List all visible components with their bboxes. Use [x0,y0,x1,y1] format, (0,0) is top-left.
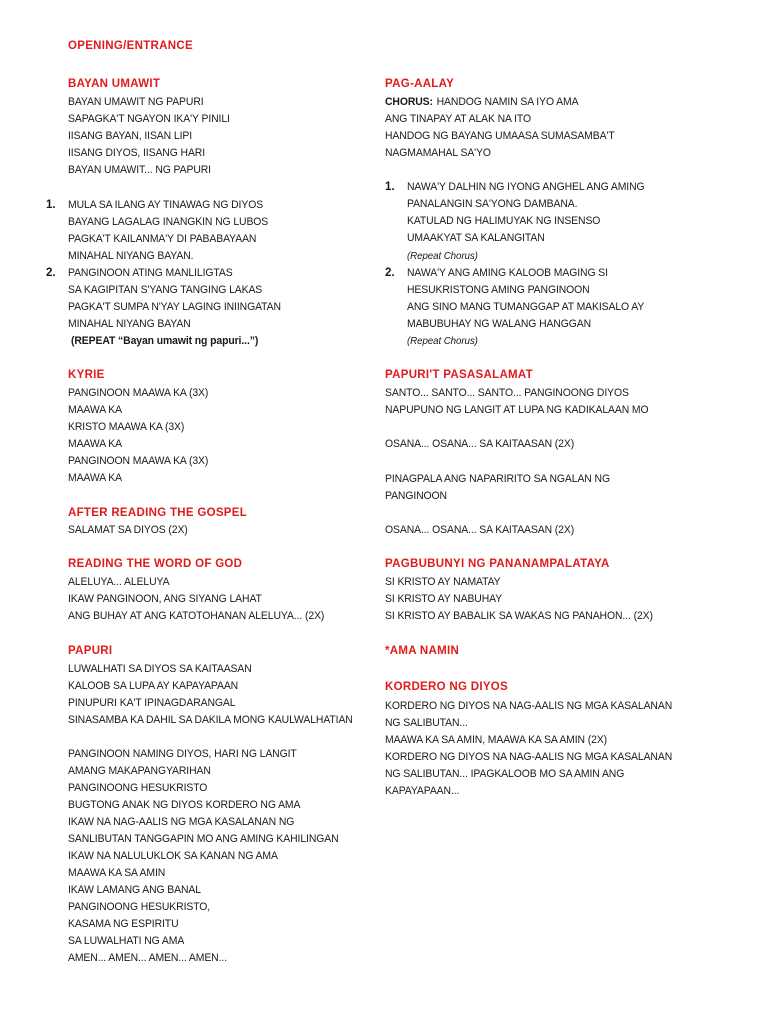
lyric-line: HANDOG NG BAYANG UMAASA SUMASAMBA'T [385,130,615,142]
lyric-line: SALAMAT SA DIYOS (2X) [68,524,188,536]
lyric-line: MINAHAL NIYANG BAYAN. [68,250,194,262]
repeat-note: (REPEAT “Bayan umawit ng papuri...”) [71,335,259,347]
lyric-line: NAGMAMAHAL SA'YO [385,147,491,159]
kordero-heading: KORDERO NG DIYOS [385,681,509,693]
bayan-umawit-heading: BAYAN UMAWIT [68,78,161,90]
pagaalay-heading: PAG-AALAY [385,78,455,90]
lyric-line: PINAGPALA ANG NAPARIRITO SA NGALAN NG [385,473,610,485]
lyric-line: NAPUPUNO NG LANGIT AT LUPA NG KADIKALAAN MO [385,404,649,416]
verse-number: 1. [46,199,56,211]
lyric-line: ANG TINAPAY AT ALAK NA ITO [385,113,532,125]
lyric-line: SI KRISTO AY NAMATAY [385,576,501,588]
lyric-line: HESUKRISTONG AMING PANGINOON [407,284,590,296]
lyric-line: PANGINOON NAMING DIYOS, HARI NG LANGIT [68,748,297,760]
lyric-line: MULA SA ILANG AY TINAWAG NG DIYOS [68,199,264,211]
lyric-line: ANG SINO MANG TUMANGGAP AT MAKISALO AY [407,301,645,313]
lyric-line: BAYANG LAGALAG INANGKIN NG LUBOS [68,216,269,228]
lyric-line: KAPAYAPAAN... [385,785,460,797]
lyric-line: MAAWA KA [68,438,122,450]
lyric-line: SAPAGKA'T NGAYON IKA'Y PINILI [68,113,230,125]
lyric-line: NG SALIBUTAN... IPAGKALOOB MO SA AMIN ANG [385,768,625,780]
verse-number: 2. [385,267,395,279]
lyric-line: NAWA'Y ANG AMING KALOOB MAGING SI [407,267,608,279]
lyric-line: BAYAN UMAWIT... NG PAPURI [68,164,211,176]
lyric-line: PAGKA'T SUMPA N'YAY LAGING INIINGATAN [68,301,281,313]
lyric-line: AMANG MAKAPANGYARIHAN [68,765,211,777]
lyric-line: MAAWA KA [68,472,122,484]
papurit-heading: PAPURI'T PASASALAMAT [385,369,534,381]
lyric-line: PANGINOON ATING MANLILIGTAS [68,267,233,279]
lyric-line: IKAW PANGINOON, ANG SIYANG LAHAT [68,593,262,605]
lyric-line: KORDERO NG DIYOS NA NAG-AALIS NG MGA KASALANAN [385,751,673,763]
lyric-line: PAGKA'T KAILANMA'Y DI PABABAYAAN [68,233,257,245]
lyric-line: PANGINOON [385,490,447,502]
lyric-line: IKAW NA NALULUKLOK SA KANAN NG AMA [68,850,278,862]
lyric-line: OSANA... OSANA... SA KAITAASAN (2X) [385,438,575,450]
chorus-line [385,96,578,108]
lyric-line: NAWA'Y DALHIN NG IYONG ANGHEL ANG AMING [407,181,645,193]
lyric-line: PANGINOONG HESUKRISTO, [68,901,211,913]
lyric-line: NG SALIBUTAN... [385,717,468,729]
lyric-line: KRISTO MAAWA KA (3X) [68,421,185,433]
lyric-line: PANGINOONG HESUKRISTO [68,782,208,794]
lyric-line: KORDERO NG DIYOS NA NAG-AALIS NG MGA KASALANAN [385,700,673,712]
lyric-line: LUWALHATI SA DIYOS SA KAITAASAN [68,663,252,675]
lyric-line: MAAWA KA [68,404,122,416]
papuri-heading: PAPURI [68,645,113,657]
lyric-line: SANTO... SANTO... SANTO... PANGINOONG DIYOS [385,387,629,399]
lyric-line: IISANG DIYOS, IISANG HARI [68,147,206,159]
verse-number: 1. [385,181,395,193]
lyric-line: PINUPURI KA'T IPINAGDARANGAL [68,697,236,709]
lyric-line: BUGTONG ANAK NG DIYOS KORDERO NG AMA [68,799,301,811]
lyric-line: MAAWA KA SA AMIN, MAAWA KA SA AMIN (2X) [385,734,608,746]
chorus-label: CHORUS: [385,96,433,108]
repeat-note: (Repeat Chorus) [407,335,478,347]
opening-heading: OPENING/ENTRANCE [68,40,193,52]
lyric-line: PANGINOON MAAWA KA (3X) [68,455,209,467]
lyric-line: MINAHAL NIYANG BAYAN [68,318,191,330]
lyric-line: MABUBUHAY NG WALANG HANGGAN [407,318,592,330]
lyric-line: ALELUYA... ALELUYA [68,576,170,588]
lyric-line: SA LUWALHATI NG AMA [68,935,185,947]
lyric-line: AMEN... AMEN... AMEN... AMEN... [68,952,228,964]
gospel-heading: AFTER READING THE GOSPEL [68,507,248,519]
lyric-line: PANGINOON MAAWA KA (3X) [68,387,209,399]
lyric-line: IKAW LAMANG ANG BANAL [68,884,201,896]
lyric-line: KATULAD NG HALIMUYAK NG INSENSO [407,215,601,227]
lyric-line: IKAW NA NAG-AALIS NG MGA KASALANAN NG [68,816,295,828]
chorus-first-line: HANDOG NAMIN SA IYO AMA [436,96,579,108]
kyrie-heading: KYRIE [68,369,105,381]
lyric-line: SA KAGIPITAN S'YANG TANGING LAKAS [68,284,263,296]
lyric-line: IISANG BAYAN, IISAN LIPI [68,130,193,142]
word-heading: READING THE WORD OF GOD [68,558,243,570]
verse-number: 2. [46,267,56,279]
lyric-line: SANLIBUTAN TANGGAPIN MO ANG AMING KAHILINGAN [68,833,339,845]
lyric-line: KALOOB SA LUPA AY KAPAYAPAAN [68,680,239,692]
lyric-line: UMAAKYAT SA KALANGITAN [407,232,545,244]
lyric-line: BAYAN UMAWIT NG PAPURI [68,96,204,108]
lyric-line: SI KRISTO AY NABUHAY [385,593,503,605]
repeat-note: (Repeat Chorus) [407,250,478,262]
ama-namin-heading: *AMA NAMIN [385,645,460,657]
lyric-line: PANALANGIN SA'YONG DAMBANA. [407,198,578,210]
lyric-line: SI KRISTO AY BABALIK SA WAKAS NG PANAHON... (2X) [385,610,653,622]
lyric-line: ANG BUHAY AT ANG KATOTOHANAN ALELUYA... (2X) [68,610,325,622]
pagbubunyi-heading: PAGBUBUNYI NG PANANAMPALATAYA [385,558,610,570]
lyric-line: SINASAMBA KA DAHIL SA DAKILA MONG KAULWALHATIAN [68,714,353,726]
lyric-line: KASAMA NG ESPIRITU [68,918,179,930]
lyric-line: OSANA... OSANA... SA KAITAASAN (2X) [385,524,575,536]
lyric-line: MAAWA KA SA AMIN [68,867,166,879]
